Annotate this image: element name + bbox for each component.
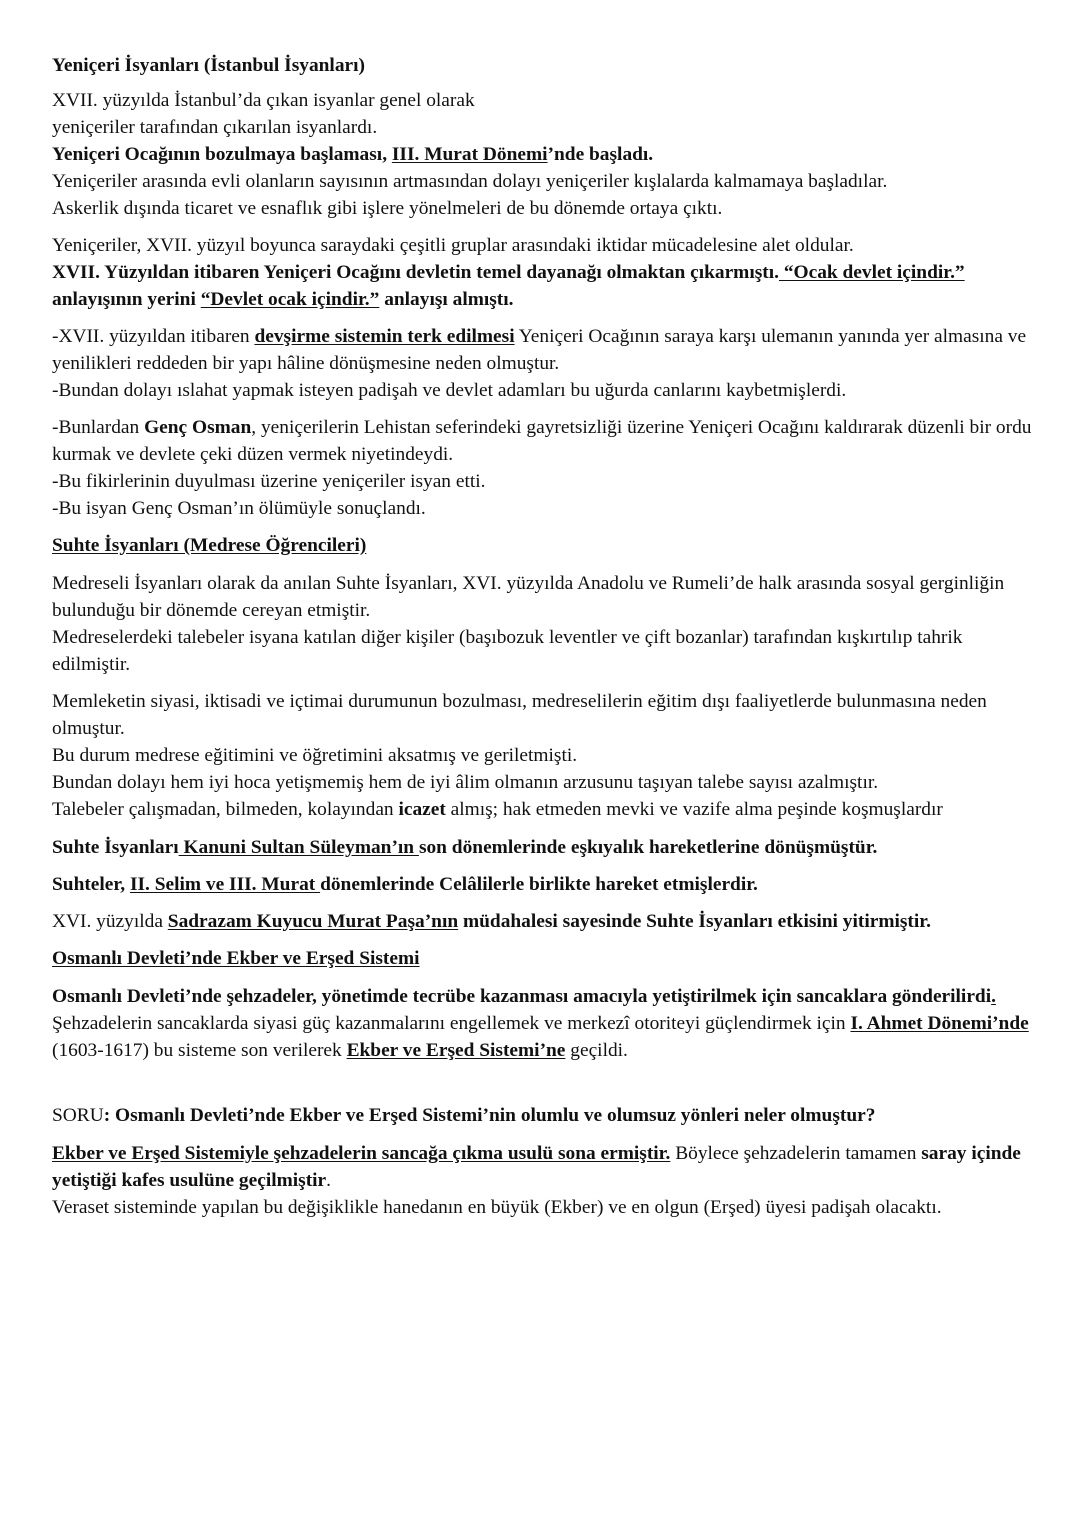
text-line: Yeniçeriler, XVII. yüzyıl boyunca saraydaki çeşitli gruplar arasındaki iktidar mücadelesine alet oldular. xyxy=(52,235,854,256)
paragraph xyxy=(52,983,1042,1064)
text-line: -Bu isyan Genç Osman’ın ölümüyle sonuçlandı. xyxy=(52,498,426,519)
section-title-suhte: Suhte İsyanları (Medrese Öğrencileri) xyxy=(52,535,367,556)
paragraph xyxy=(52,87,1042,222)
answer xyxy=(52,1140,1042,1221)
section-title-ekber-ersed: Osmanlı Devleti’nde Ekber ve Erşed Sistemi xyxy=(52,948,420,969)
text-line: Askerlik dışında ticaret ve esnaflık gibi işlere yönelmeleri de bu dönemde ortaya çıktı. xyxy=(52,198,723,219)
text-line: Bundan dolayı hem iyi hoca yetişmemiş hem de iyi âlim olmanın arzusunu taşıyan talebe sayısı azalmıştır. xyxy=(52,772,879,793)
paragraph xyxy=(52,570,1042,678)
paragraph xyxy=(52,414,1042,522)
paragraph xyxy=(52,688,1042,823)
document-page xyxy=(52,52,1042,1221)
text-line: Medreselerdeki talebeler isyana katılan diğer kişiler (başıbozuk leventler ve çift bozanlar) tarafından kışkırtılıp tahrik edilmiştir. xyxy=(52,627,963,675)
text-line: Suhte İsyanları Kanuni Sultan Süleyman’ın son dönemlerinde eşkıyalık hareketlerine dönüşmüştür. xyxy=(52,837,878,858)
text-line: Veraset sisteminde yapılan bu değişiklikle hanedanın en büyük (Ekber) ve en olgun (Erşed) üyesi padişah olacaktı. xyxy=(52,1197,942,1218)
text-line: XVI. yüzyılda Sadrazam Kuyucu Murat Paşa’nın müdahalesi sayesinde Suhte İsyanları etkisini yitirmiştir. xyxy=(52,911,931,932)
text-line: Ekber ve Erşed Sistemiyle şehzadelerin sancağa çıkma usulü sona ermiştir. Böylece şehzadelerin tamamen saray içinde yetiştiği kafes usulüne geçilmiştir. xyxy=(52,1143,1021,1191)
text-line: Osmanlı Devleti’nde şehzadeler, yönetimde tecrübe kazanması amacıyla yetiştirilmek için sancaklara gönderilirdi. xyxy=(52,986,996,1007)
section-title-yeniceri: Yeniçeri İsyanları (İstanbul İsyanları) xyxy=(52,55,365,76)
text-line: Yeniçeriler arasında evli olanların sayısının artmasından dolayı yeniçeriler kışlalarda kalmamaya başladılar. xyxy=(52,171,888,192)
text-line: Yeniçeri Ocağının bozulmaya başlaması, III. Murat Dönemi’nde başladı. xyxy=(52,144,654,165)
text-line: Medreseli İsyanları olarak da anılan Suhte İsyanları, XVI. yüzyılda Anadolu ve Rumeli’de halk arasında sosyal gerginliğin bulunduğu bir dönemde cereyan etmiştir. xyxy=(52,573,1005,621)
text-line: -Bu fikirlerinin duyulması üzerine yeniçeriler isyan etti. xyxy=(52,471,486,492)
text-line: -Bundan dolayı ıslahat yapmak isteyen padişah ve devlet adamları bu uğurda canlarını kaybetmişlerdi. xyxy=(52,380,847,401)
text-line: Bu durum medrese eğitimini ve öğretimini aksatmış ve geriletmişti. xyxy=(52,745,578,766)
text-line: Talebeler çalışmadan, bilmeden, kolayından icazet almış; hak etmeden mevki ve vazife alma peşinde koşmuşlardır xyxy=(52,799,943,820)
text-line: XVII. Yüzyıldan itibaren Yeniçeri Ocağını devletin temel dayanağı olmaktan çıkarmıştı. “Ocak devlet içindir.” anlayışının yerini “Devlet ocak içindir.” anlayışı almıştı. xyxy=(52,262,965,310)
paragraph xyxy=(52,232,1042,313)
text-line: -XVII. yüzyıldan itibaren devşirme sistemin terk edilmesi Yeniçeri Ocağının saraya karşı ulemanın yanında yer almasına ve yenilikleri reddeden bir yapı hâline dönüşmesine neden olmuştur. xyxy=(52,326,1027,374)
paragraph xyxy=(52,323,1042,404)
question: SORU: Osmanlı Devleti’nde Ekber ve Erşed Sistemi’nin olumlu ve olumsuz yönleri neler olmuştur? xyxy=(52,1105,876,1126)
text-line: Şehzadelerin sancaklarda siyasi güç kazanmalarını engellemek ve merkezî otoriteyi güçlendirmek için I. Ahmet Dönemi’nde (1603-1617) bu sisteme son verilerek Ekber ve Erşed Sistemi’ne geçildi. xyxy=(52,1013,1029,1061)
text-line: -Bunlardan Genç Osman, yeniçerilerin Lehistan seferindeki gayretsizliği üzerine Yeniçeri Ocağını kaldırarak düzenli bir ordu kurmak ve devlete çeki düzen vermek niyetindeydi. xyxy=(52,417,1032,465)
text-line: Suhteler, II. Selim ve III. Murat dönemlerinde Celâlilerle birlikte hareket etmişlerdir. xyxy=(52,874,758,895)
text-line: yeniçeriler tarafından çıkarılan isyanlardı. xyxy=(52,117,378,138)
text-line: Memleketin siyasi, iktisadi ve içtimai durumunun bozulması, medreselilerin eğitim dışı faaliyetlerde bulunmasına neden olmuştur. xyxy=(52,691,987,739)
text-line: XVII. yüzyılda İstanbul’da çıkan isyanlar genel olarak xyxy=(52,90,475,111)
